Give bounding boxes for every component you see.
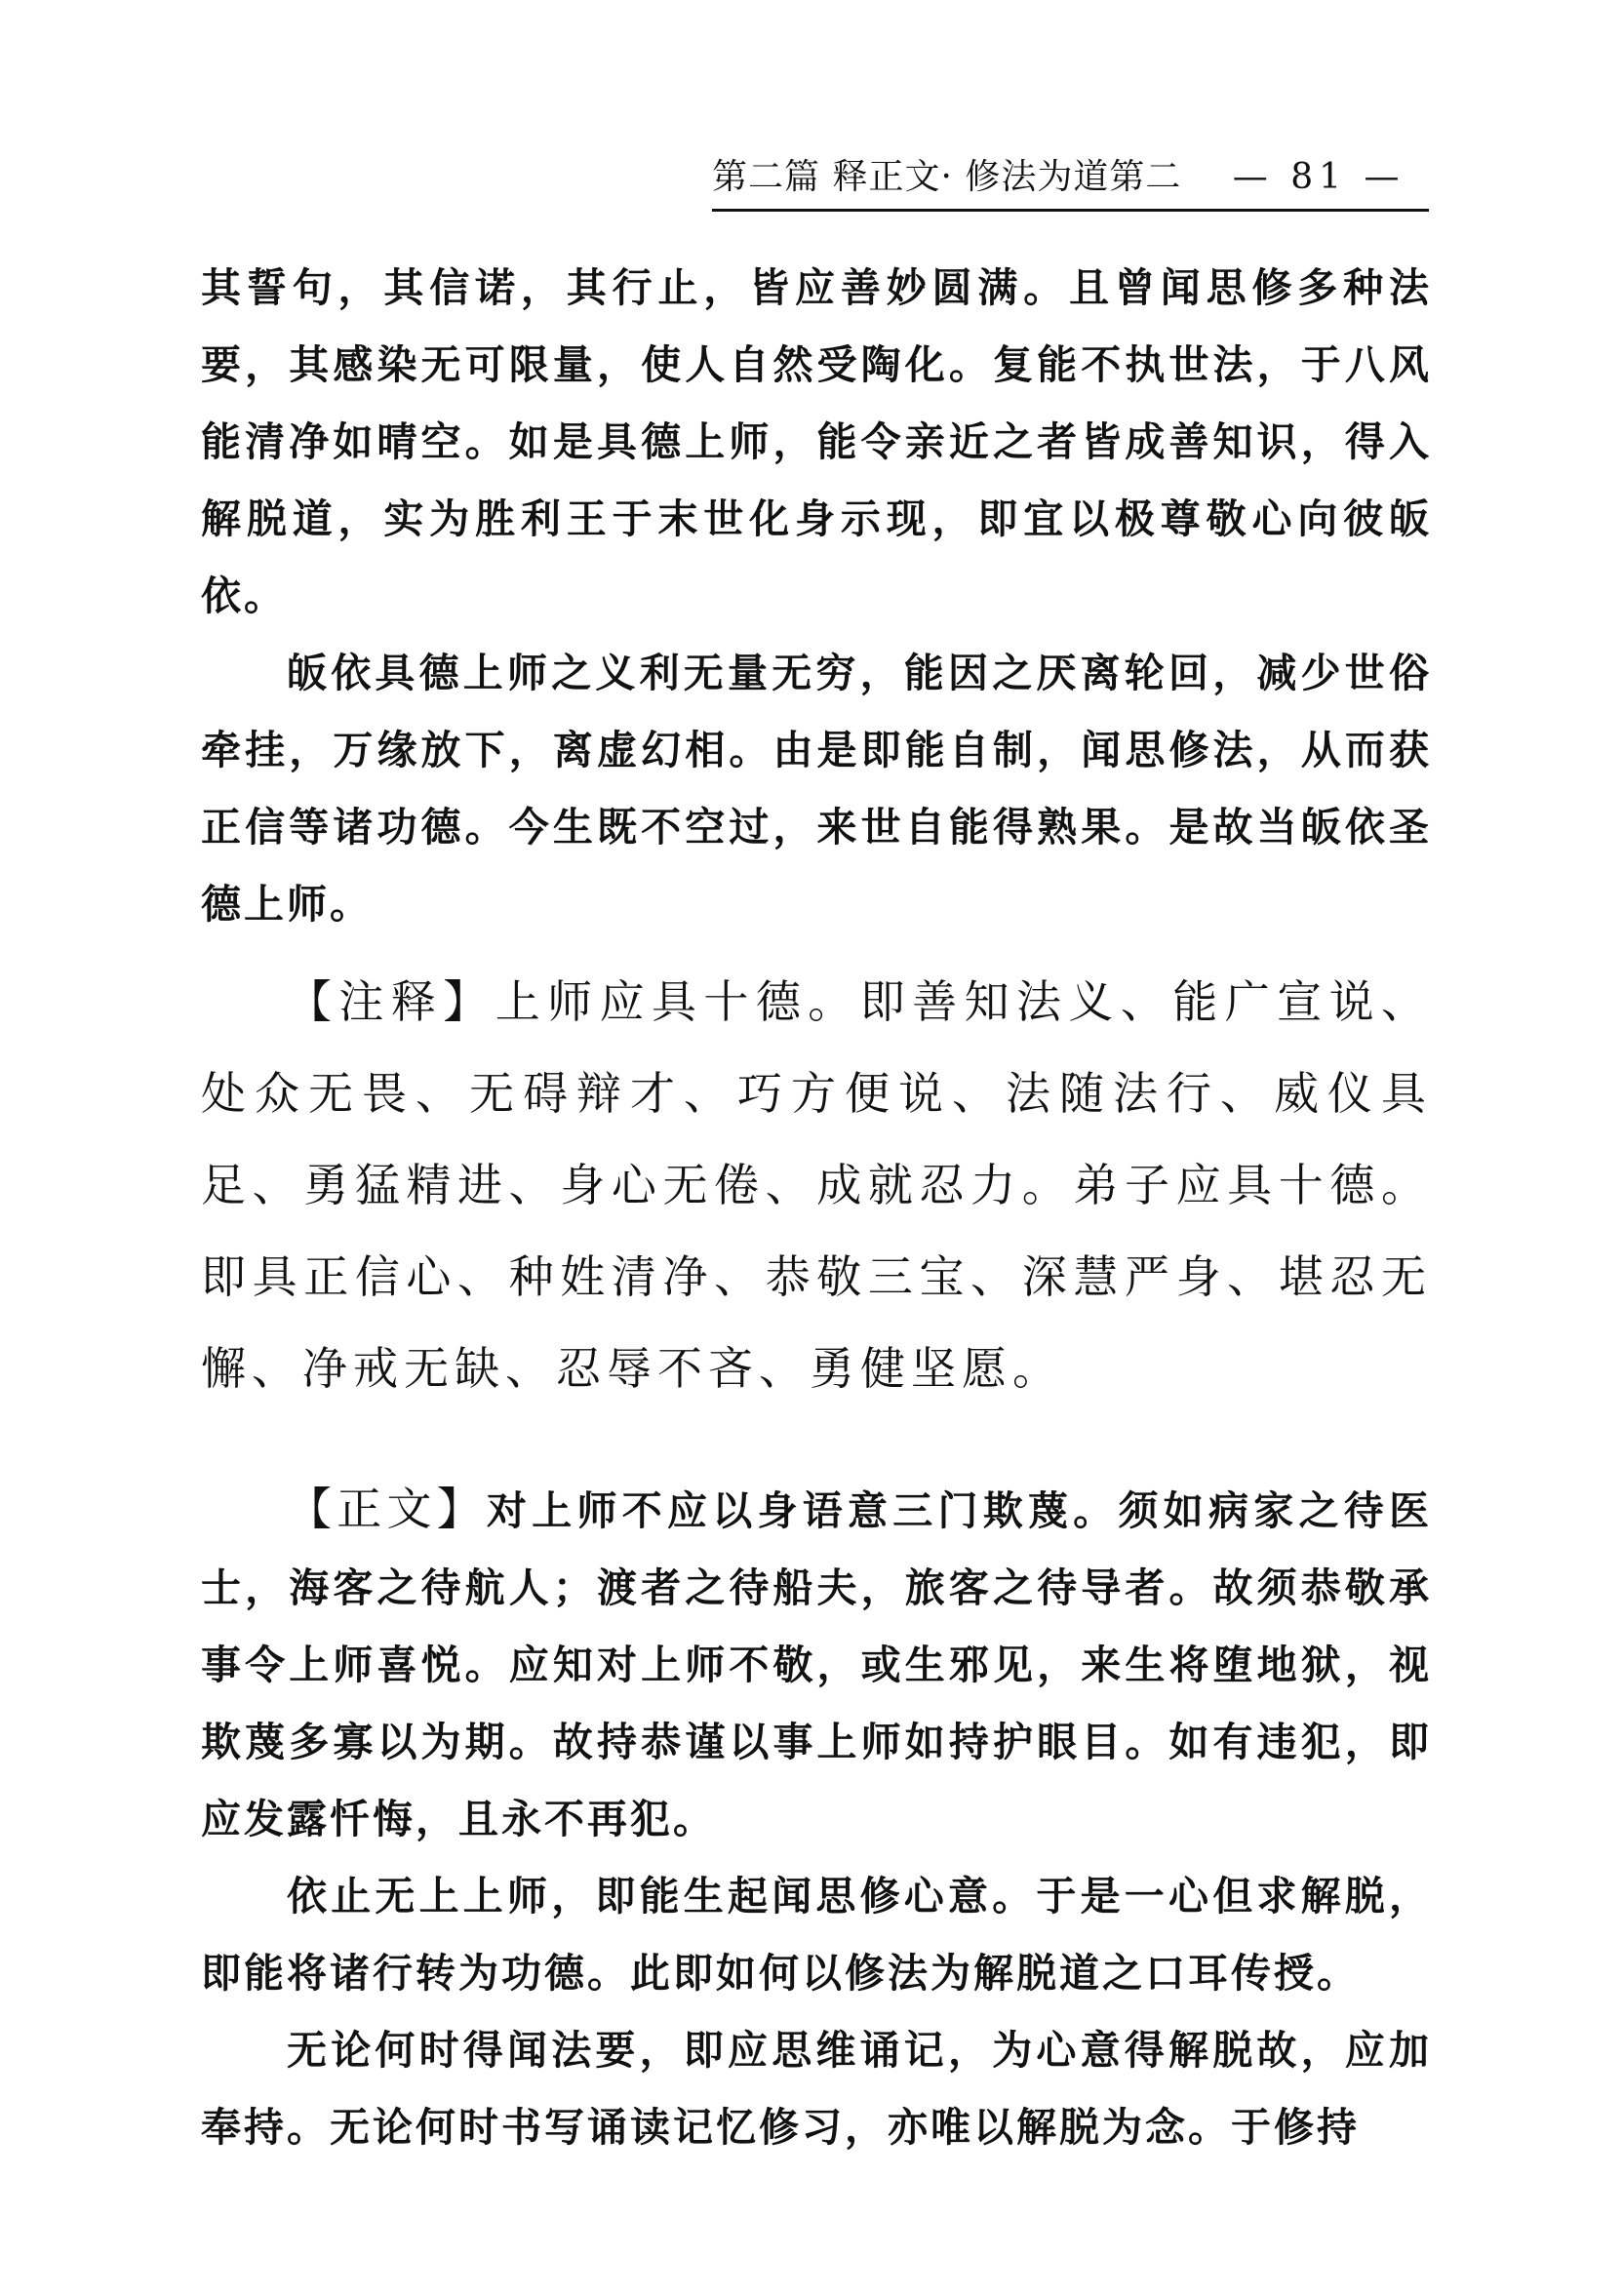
section-1 [201, 250, 1432, 943]
annotation-text: 上师应具十德。即善知法义、能广宣说、处众无畏、无碍辩才、巧方便说、法随法行、威仪具足、勇猛精进、身心无倦、成就忍力。弟子应具十德。即具正信心、种姓清净、恭敬三宝、深慧严身、堪忍无懈、净戒无缺、忍辱不吝、勇健坚愿。 [201, 975, 1433, 1395]
paragraph-continued: 其誓句，其信诺，其行止，皆应善妙圆满。且曾闻思修多种法要，其感染无可限量，使人自然受陶化。复能不执世法，于八风能清净如晴空。如是具德上师，能令亲近之者皆成善知识，得入解脱道，实为胜利王于末世化身示现，即宜以极尊敬心向彼皈依。 [201, 264, 1432, 619]
header-title: 第二篇 释正文· 修法为道第二 [712, 157, 1182, 197]
header-page-number: — 81 — [1232, 157, 1405, 197]
paragraph-rely-on-guru: 依止无上上师，即能生起闻思修心意。于是一心但求解脱，即能将诸行转为功德。此即如何以修法为解脱道之口耳传授。 [201, 1873, 1432, 1997]
section-2 [201, 1471, 1432, 2166]
paragraph-main-text [201, 1471, 1432, 1858]
running-header [712, 154, 1429, 212]
annotation-paragraph [201, 956, 1432, 1414]
main-text-label: 【正文】 [287, 1483, 487, 1535]
paragraph-refuge-benefits: 皈依具德上师之义利无量无穷，能因之厌离轮回，减少世俗牵挂，万缘放下，离虚幻相。由是即能自制，闻思修法，从而获正信等诸功德。今生既不空过，来世自能得熟果。是故当皈依圣德上师。 [201, 650, 1432, 928]
annotation-block [201, 956, 1432, 1414]
annotation-label: 【注释】 [287, 975, 495, 1028]
main-text-body: 对上师不应以身语意三门欺蔑。须如病家之待医士，海客之待航人；渡者之待船夫，旅客之待导者。故须恭敬承事令上师喜悦。应知对上师不敬，或生邪见，来生将堕地狱，视欺蔑多寡以为期。故持恭谨以事上师如持护眼目。如有违犯，即应发露忏悔，且永不再犯。 [201, 1487, 1432, 1842]
paragraph-hearing-dharma: 无论何时得闻法要，即应思维诵记，为心意得解脱故，应加奉持。无论何时书写诵读记忆修习，亦唯以解脱为念。于修持 [201, 2027, 1432, 2151]
